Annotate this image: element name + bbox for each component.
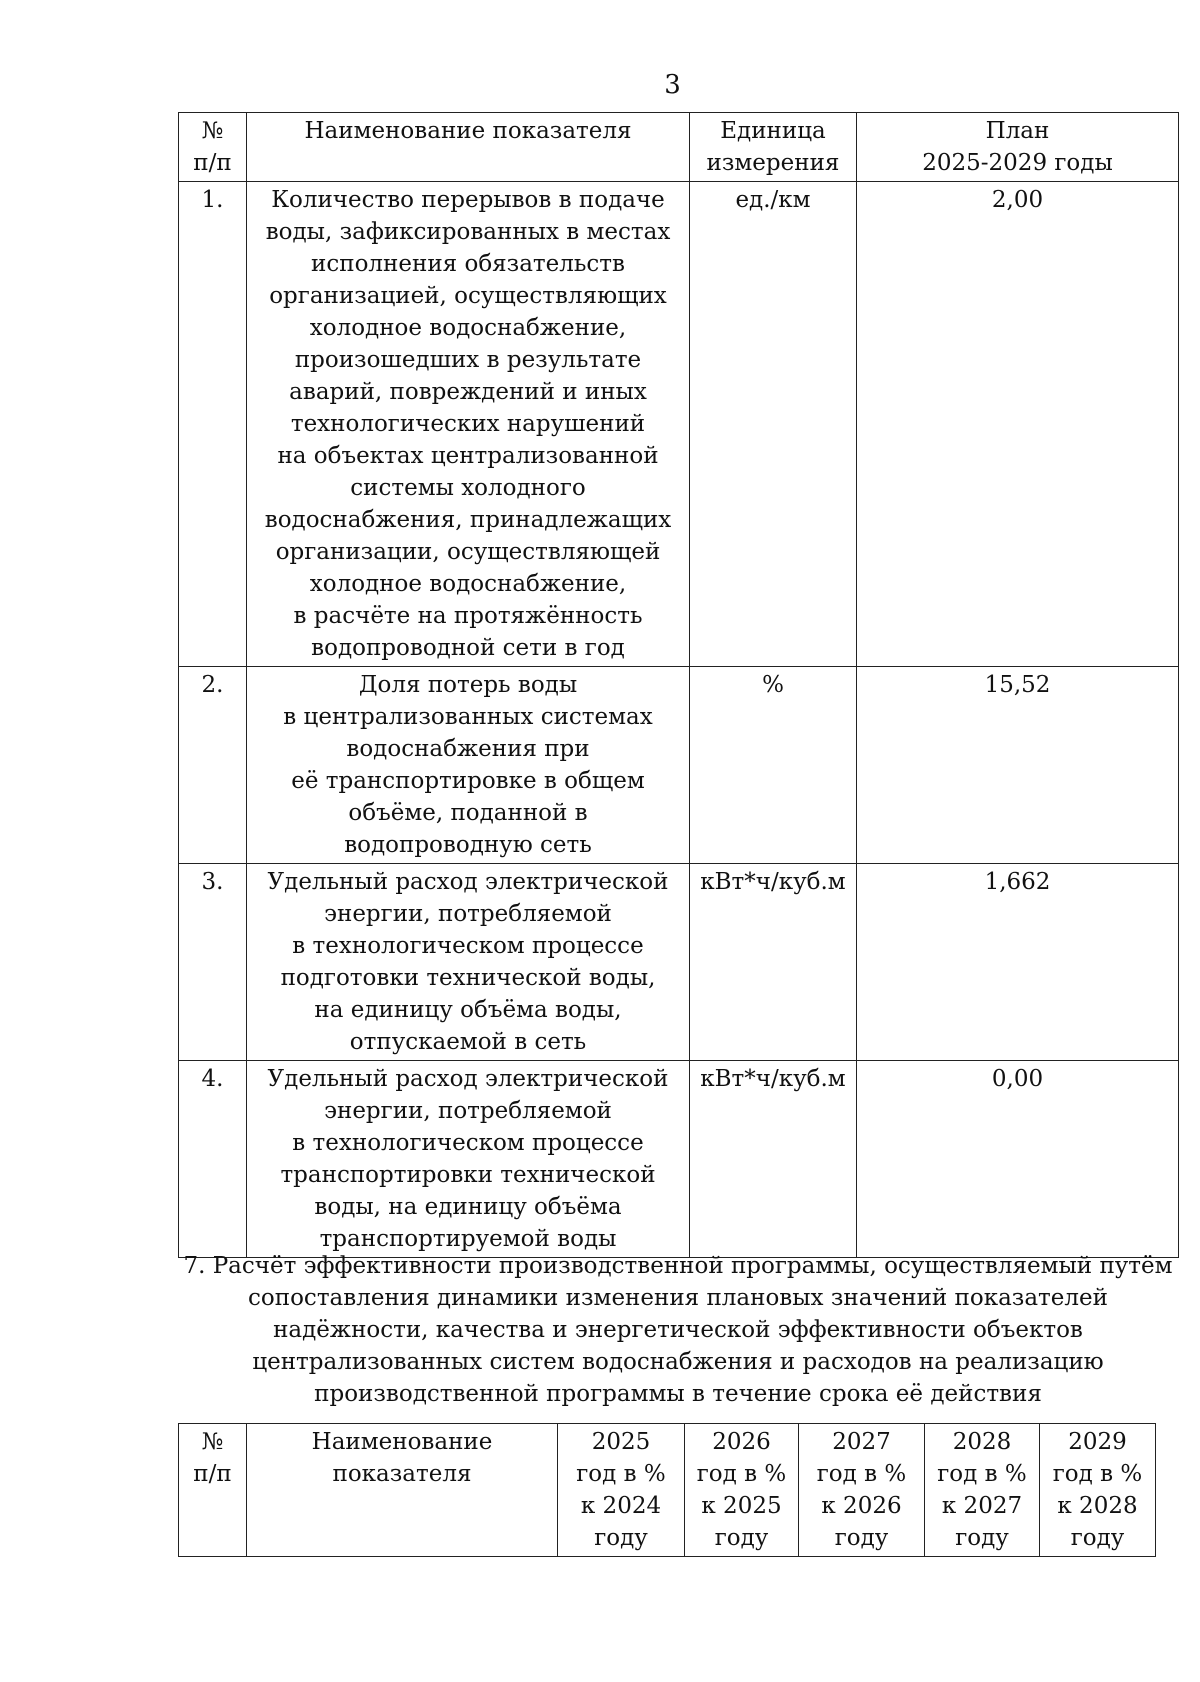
row-plan: 0,00 — [857, 1061, 1179, 1258]
eff-header-year-2025: 2025 год в % к 2024 году — [558, 1424, 685, 1557]
efficiency-table — [178, 1423, 1156, 1557]
header-plan: План 2025-2029 годы — [857, 113, 1179, 182]
eff-header-name: Наименование показателя — [247, 1424, 558, 1557]
row-num: 4. — [179, 1061, 247, 1258]
row-unit: кВт*ч/куб.м — [690, 1061, 857, 1258]
section-7-heading: 7. Расчёт эффективности производственной программы, осуществляемый путём сопоставления динамики изменения плановых значений показателей надёжности, качества и энергетической эффективности объектов централизованных систем водоснабжения и расходов на реализацию производственной программы в течение срока её действия — [183, 1253, 1173, 1407]
eff-header-year-2027: 2027 год в % к 2026 году — [799, 1424, 925, 1557]
table-row — [179, 864, 1179, 1061]
row-plan: 15,52 — [857, 667, 1179, 864]
indicators-header-row — [179, 113, 1179, 182]
row-plan: 2,00 — [857, 182, 1179, 667]
row-unit: ед./км — [690, 182, 857, 667]
eff-header-year-2029: 2029 год в % к 2028 году — [1040, 1424, 1156, 1557]
indicators-table — [178, 112, 1179, 1258]
row-num: 2. — [179, 667, 247, 864]
efficiency-header-row — [179, 1424, 1156, 1557]
row-plan: 1,662 — [857, 864, 1179, 1061]
eff-header-year-2028: 2028 год в % к 2027 году — [925, 1424, 1040, 1557]
eff-header-year-2026: 2026 год в % к 2025 году — [685, 1424, 799, 1557]
row-num: 1. — [179, 182, 247, 667]
table-row — [179, 182, 1179, 667]
page-number: 3 — [664, 70, 681, 100]
row-num: 3. — [179, 864, 247, 1061]
header-name: Наименование показателя — [247, 113, 690, 182]
row-name: Количество перерывов в подаче воды, зафиксированных в местах исполнения обязательств организацией, осуществляющих холодное водоснабжение, произошедших в результате аварий, повреждений и иных технологических нарушений на объектах централизованной системы холодного водоснабжения, принадлежащих организации, осуществляющей холодное водоснабжение, в расчёте на протяжённость водопроводной сети в год — [247, 182, 690, 667]
row-unit: кВт*ч/куб.м — [690, 864, 857, 1061]
header-unit: Единица измерения — [690, 113, 857, 182]
row-name: Удельный расход электрической энергии, потребляемой в технологическом процессе подготовки технической воды, на единицу объёма воды, отпускаемой в сеть — [247, 864, 690, 1061]
row-name: Доля потерь воды в централизованных системах водоснабжения при её транспортировке в общем объёме, поданной в водопроводную сеть — [247, 667, 690, 864]
row-name: Удельный расход электрической энергии, потребляемой в технологическом процессе транспортировки технической воды, на единицу объёма транспортируемой воды — [247, 1061, 690, 1258]
table-row — [179, 667, 1179, 864]
table-row — [179, 1061, 1179, 1258]
header-num: № п/п — [179, 113, 247, 182]
row-unit: % — [690, 667, 857, 864]
eff-header-num: № п/п — [179, 1424, 247, 1557]
